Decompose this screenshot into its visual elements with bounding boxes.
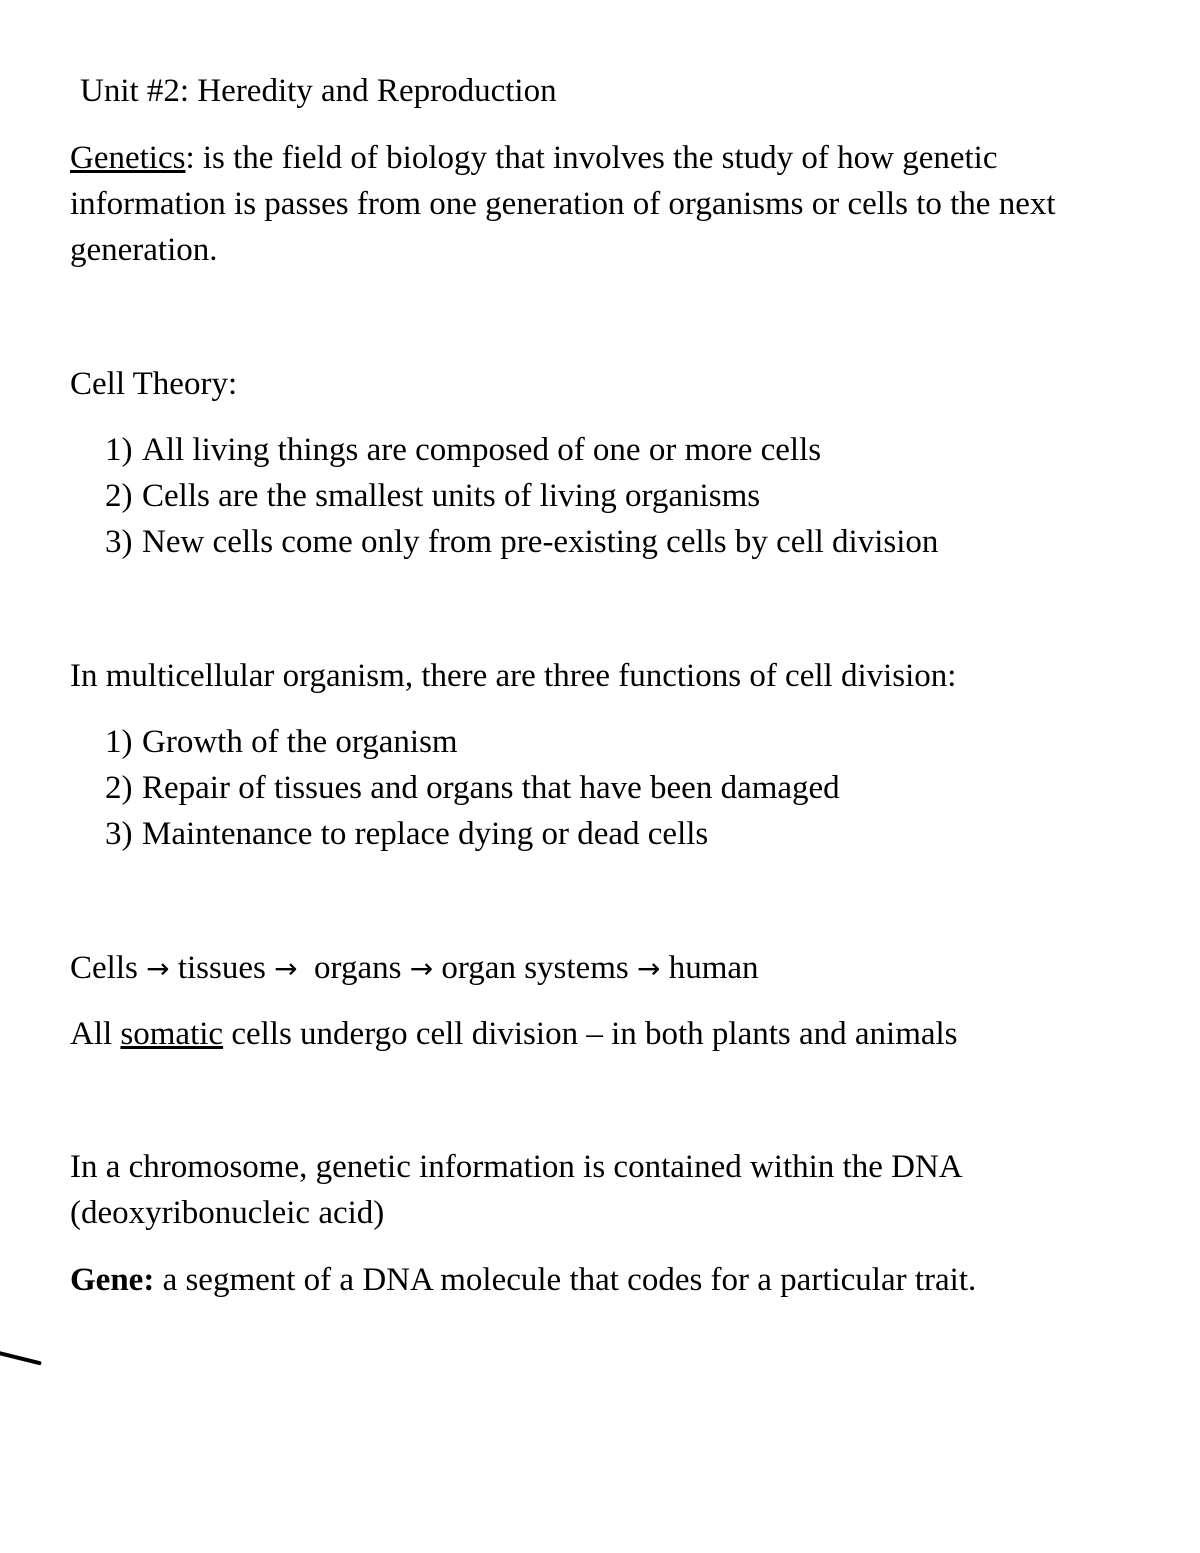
somatic-before: All (70, 1016, 121, 1052)
gene-definition (70, 1257, 1150, 1303)
organization-hierarchy (70, 945, 1150, 992)
somatic-term: somatic (120, 1016, 224, 1052)
functions-list (70, 719, 1150, 857)
list-item (70, 473, 1150, 519)
hierarchy-step: human (668, 950, 759, 986)
hierarchy-step: organ systems (441, 950, 629, 986)
list-item-text: All living things are composed of one or more cells (142, 432, 822, 468)
hierarchy-step: organs (314, 950, 402, 986)
hierarchy-step: tissues (177, 950, 266, 986)
list-item (70, 719, 1150, 765)
gene-text: a segment of a DNA molecule that codes for a particular trait. (154, 1262, 977, 1298)
hierarchy-step: Cells (70, 950, 138, 986)
list-item (70, 765, 1150, 811)
list-item-number: 2) (105, 478, 133, 514)
genetics-colon: : (185, 140, 195, 176)
list-item-number: 2) (105, 770, 133, 806)
arrow-right-icon: → (409, 952, 434, 985)
genetics-term: Genetics (70, 140, 186, 176)
list-item-number: 3) (105, 524, 133, 560)
list-item (70, 811, 1150, 857)
genetics-definition (70, 135, 1150, 273)
list-item-number: 3) (105, 816, 133, 852)
cell-theory-list (70, 427, 1150, 565)
cell-theory-heading: Cell Theory: (70, 366, 238, 402)
chromosome-statement: In a chromosome, genetic information is contained within the DNA (deoxyribonucleic acid) (70, 1149, 961, 1231)
arrow-right-icon: → (636, 952, 661, 985)
pen-stroke-mark (0, 1350, 42, 1365)
list-item-text: New cells come only from pre-existing cells by cell division (142, 524, 939, 560)
functions-heading: In multicellular organism, there are three functions of cell division: (70, 658, 957, 694)
list-item-text: Repair of tissues and organs that have been damaged (142, 770, 840, 806)
list-item (70, 519, 1150, 565)
list-item-text: Maintenance to replace dying or dead cells (142, 816, 709, 852)
page-title: Unit #2: Heredity and Reproduction (80, 73, 557, 109)
somatic-statement (70, 1011, 1150, 1057)
genetics-text: is the field of biology that involves the study of how genetic information is passes from one generation of organisms or cells to the next generation. (70, 140, 1056, 268)
gene-term: Gene: (70, 1262, 155, 1298)
somatic-after: cells undergo cell division – in both plants and animals (223, 1016, 958, 1052)
arrow-right-icon: → (146, 952, 170, 985)
list-item-number: 1) (105, 724, 133, 760)
list-item-text: Cells are the smallest units of living organisms (142, 478, 761, 514)
list-item-number: 1) (105, 432, 133, 468)
arrow-right-icon: → (274, 952, 298, 985)
list-item-text: Growth of the organism (142, 724, 458, 760)
list-item (70, 427, 1150, 473)
